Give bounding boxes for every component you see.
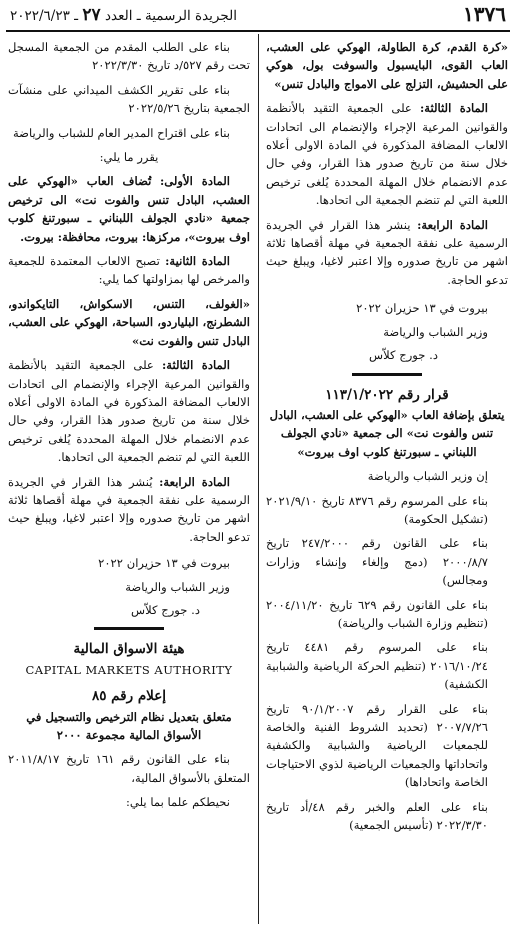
- minister-line: إن وزير الشباب والرياضة: [367, 469, 488, 484]
- article-text: يُنشر هذا القرار في الجريدة الرسمية على نفقة الجمعية في مهلة أقصاها ثلاثة اشهر من تاريخ صدوره وإلا اعتبر لاغيا، ويبلغ حيث تدعو الحاجة.: [8, 474, 250, 544]
- sports-list: «الغولف، التنس، الاسكواش، التايكواندو، الشطرنج، البلياردو، السباحة، الهوكي على العشب، البادل تنس والفوت نت»: [8, 296, 250, 348]
- page-header: [6, 2, 510, 28]
- notice-closing: نحيطكم علما بما يلي:: [126, 795, 230, 810]
- authority-name: هيئة الاسواق المالية: [73, 641, 185, 658]
- reference-item: بناء على الطلب المقدم من الجمعية المسجل تحت رقم ٥٢٧/د تاريخ ٢٠٢٢/٣/٣٠: [8, 40, 250, 73]
- reference-list: [266, 492, 508, 835]
- signature-date: بيروت في ١٣ حزيران ٢٠٢٢: [98, 556, 230, 571]
- decides-line: يقرر ما يلي:: [99, 150, 159, 165]
- notice-title: إعلام رقم ٨٥: [91, 688, 167, 705]
- article-3: [266, 99, 508, 209]
- article-4: [8, 473, 250, 547]
- header-rule: [6, 30, 510, 32]
- issue-number: ٢٧: [82, 5, 101, 25]
- reference-item: بناء على العلم والخبر رقم ٤٨/أد تاريخ ٢٠٢٢/٣/٣٠ (تأسيس الجمعية): [266, 799, 489, 833]
- reference-item: بناء على المرسوم رقم ٨٣٧٦ تاريخ ٢٠٢١/٩/١٠ (تشكيل الحكومة): [266, 493, 488, 526]
- article-1: [8, 172, 250, 246]
- signature-name: د. جورج كلاّس: [130, 602, 200, 617]
- article-2: [8, 252, 250, 289]
- right-column: [266, 38, 508, 928]
- article-text: ينشر هذا القرار في الجريدة الرسمية على نفقة الجمعية في مهلة أقصاها ثلاثة اشهر من تاريخ صدوره وإلا اعتبر لاغيا، ويبلغ حيث تدعو الحاجة.: [266, 217, 508, 287]
- notice-reference: بناء على القانون رقم ١٦١ تاريخ ٢٠١١/٨/١٧ المتعلق بالأسواق المالية،: [8, 752, 250, 785]
- reference-item: بناء على المرسوم رقم ٤٤٨١ تاريخ ٢٠١٦/١٠/٢٤ (تنظيم الحركة الرياضية والشبابية الكشفية): [266, 640, 488, 692]
- article-text: على الجمعية التقيد بالأنظمة والقوانين المرعية الإجراء والإنضمام الى اتحادات الالعاب المضافة المذكورة في المادة الاولى أعلاه خلال سنة من تاريخ صدور هذا القرار، وفي حال عدم الانضمام خلال المهلة المحددة يُلغى ترخيص اللعبة التي لم تنضم الجمعية الى اتحادها.: [8, 358, 250, 465]
- gazette-name: الجريدة الرسمية ـ العدد: [104, 8, 237, 24]
- issue-date: ـ ٢٠٢٢/٦/٢٣: [10, 8, 79, 24]
- signature-title: وزير الشباب والرياضة: [125, 579, 230, 594]
- article-label: المادة الرابعة:: [417, 217, 489, 232]
- article-4: [266, 216, 508, 290]
- section-divider: [352, 373, 422, 376]
- reference-item: بناء على القانون رقم ٦٢٩ تاريخ ٢٠٠٤/١١/٢٠ (تنظيم وزارة الشباب والرياضة): [266, 597, 488, 630]
- article-label: المادة الثانية:: [165, 254, 230, 269]
- article-label: المادة الثالثة:: [419, 101, 489, 116]
- signature-title: وزير الشباب والرياضة: [383, 324, 488, 339]
- article-3: [8, 356, 250, 466]
- article-text: على الجمعية التقيد بالأنظمة والقوانين المرعية الإجراء والإنضمام الى اتحادات الالعاب المضافة المذكورة في المادة الاولى أعلاه خلال سنة من تاريخ صدور هذا القرار، وفي حال عدم الانضمام خلال المهلة المحددة يُلغى ترخيص اللعبة التي لم تنضم الجمعية الى اتحادها.: [266, 101, 508, 208]
- page-number: ١٣٧٦: [463, 2, 506, 26]
- reference-item: بناء على اقتراح المدير العام للشباب والرياضة: [12, 125, 230, 140]
- article-text: تصبح الالعاب المعتمدة للجمعية والمرخص لها بمزاولتها كما يلي:: [8, 254, 250, 287]
- sports-list: «كرة القدم، كرة الطاولة، الهوكي على العشب، العاب القوى، البايسبول والسوفت بول، هوكي على الحشيش، التزلج على الامواج والبادل تنس»: [266, 40, 508, 91]
- reference-item: بناء على القرار رقم ٩٠/١/٢٠٠٧ تاريخ ٢٠٠٧/٧/٢٦ (تحديد الشروط الفنية والخاصة للجمعيات الرياضية والشبابية والكشفية واتحاداتها والجمعيات الرياضية لذوي الاحتياجات الخاصة واتحاداها): [266, 701, 488, 790]
- decision-subject: يتعلق بإضافة العاب «الهوكي على العشب، البادل تنس والفوت نت» الى جمعية «نادي الجولف اللبناني ـ سبورتنغ كلوب اوف بيروت»: [269, 407, 505, 459]
- decision-title: قرار رقم ١١٣/١/٢٠٢٢: [325, 386, 449, 403]
- article-label: المادة الثالثة:: [161, 358, 231, 373]
- signature-name: د. جورج كلاّس: [368, 348, 438, 363]
- authority-name-english: CAPITAL MARKETS AUTHORITY: [25, 662, 233, 677]
- column-divider: [258, 34, 259, 924]
- reference-item: بناء على تقرير الكشف الميداني على منشآت الجمعية بتاريخ ٢٠٢٢/٥/٢٦: [8, 82, 250, 116]
- section-divider: [94, 627, 164, 630]
- notice-subject: متعلق بتعديل نظام الترخيص والتسجيل في الأسواق المالية مجموعة ٢٠٠٠: [26, 709, 232, 742]
- article-text: تُضاف العاب «الهوكي على العشب، البادل تنس والفوت نت» الى ترخيص جمعية «نادي الجولف اللبناني ـ سبورتنغ كلوب اوف بيروت»، مركزها: بيروت، محافظة: بيروت.: [8, 174, 250, 244]
- article-label: المادة الرابعة:: [159, 474, 231, 489]
- article-label: المادة الأولى:: [159, 174, 231, 189]
- gazette-title: [10, 5, 237, 25]
- reference-item: بناء على القانون رقم ٢٤٧/٢٠٠٠ تاريخ ٢٠٠٠/٨/٧ (دمج وإلغاء وإنشاء وزارات ومجالس): [266, 536, 489, 588]
- signature-date: بيروت في ١٣ حزيران ٢٠٢٢: [356, 301, 488, 316]
- left-column: [8, 38, 250, 928]
